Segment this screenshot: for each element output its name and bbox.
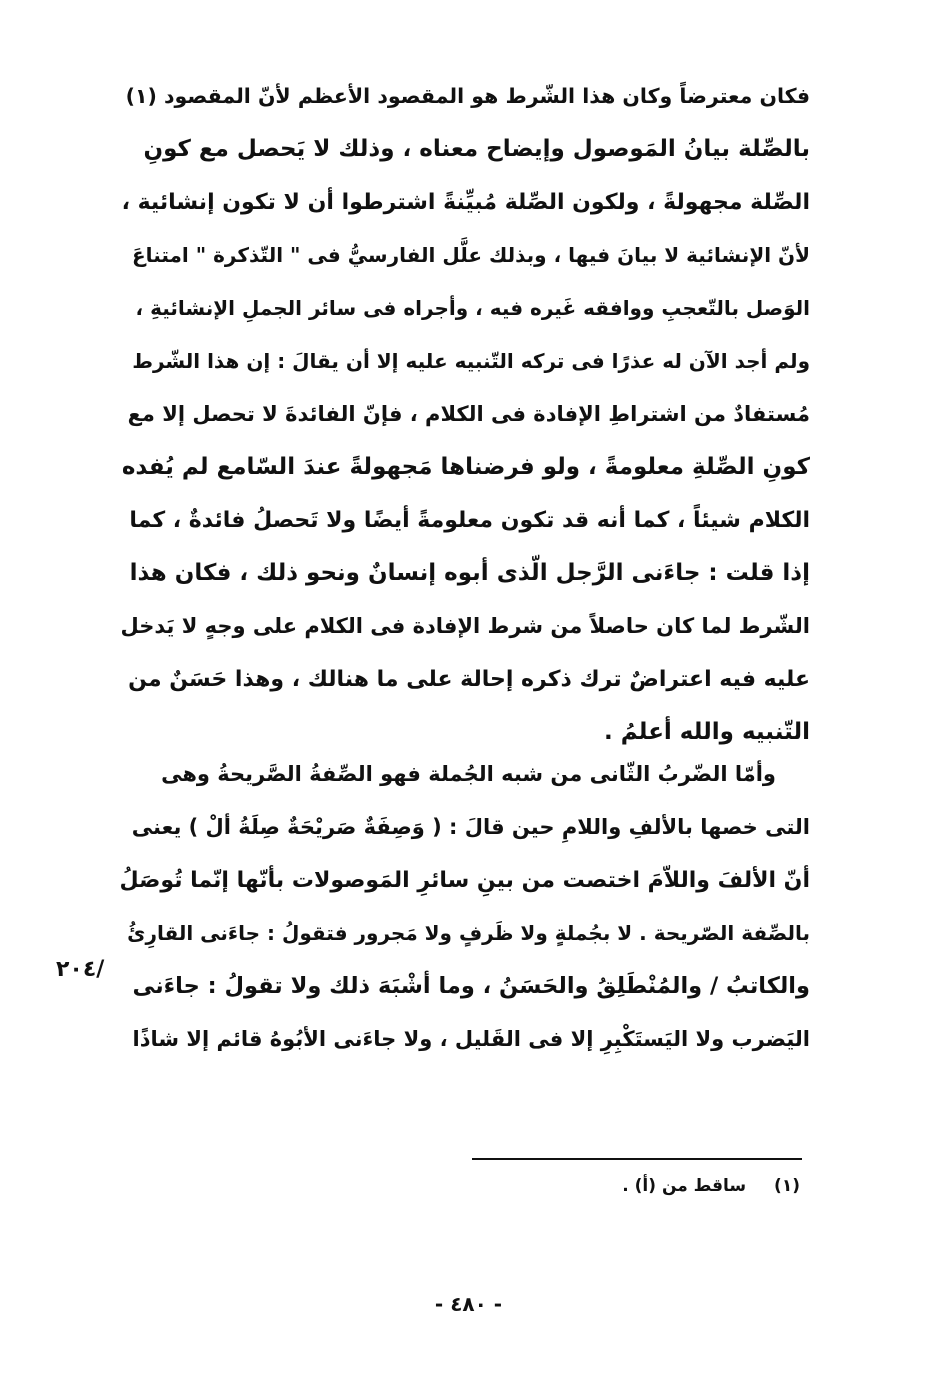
marginal-folio-note: ٢٠٤/ (56, 957, 105, 982)
footnote-separator (472, 1158, 802, 1160)
page-number: - ٤٨٠ - (434, 1292, 503, 1316)
paragraph-line: إذا قلت : جاءَنى الرَّجل الّذى أبوه إنسانٌ ونحو ذلك ، فكان هذا (129, 560, 810, 586)
footnote-text: ساقط من (أ) . (622, 1176, 747, 1196)
paragraph-line: بالصِّلة بيانُ المَوصول وإيضاح معناه ، وذلك لا يَحصل مع كونِ (143, 136, 810, 162)
paragraph-line: مُستفادٌ من اشتراطِ الإفادة فى الكلام ، فإنّ الفائدةَ لا تحصل إلا مع (127, 402, 810, 426)
paragraph-line: عليه فيه اعتراضٌ ترك ذكره إحالة على ما هنالك ، وهذا حَسَنٌ من (128, 667, 810, 692)
paragraph-line: الشّرط لما كان حاصلاً من شرط الإفادة فى الكلام على وجهٍ لا يَدخل (120, 614, 810, 638)
paragraph-line: بالصِّفة الصّريحة . لا بجُملةٍ ولا ظَرفٍ ولا مَجرور فتقولُ : جاءَنى القارِئُ (127, 921, 810, 945)
paragraph-line: التّنبيه والله أعلمُ . (604, 719, 810, 745)
paragraph-line: فكان معترضاً وكان هذا الشّرط هو المقصود الأعظم لأنّ المقصود (١) (125, 84, 810, 108)
paragraph-line: الوَصل بالتّعجبِ ووافقه غَيره فيه ، وأجراه فى سائر الجملِ الإنشائيةِ ، (135, 296, 810, 320)
paragraph-line: لأنّ الإنشائية لا بيانَ فيها ، وبذلك علَّل الفارسيُّ فى " التّذكرة " امتناعَ (132, 243, 810, 267)
paragraph-line: اليَضرب ولا اليَستَكْبِرِ إلا فى القَليل ، ولا جاءَنى الأبُوهُ قائم إلا شاذًا (132, 1027, 810, 1051)
footnote (622, 1176, 800, 1196)
paragraph-line: ولم أجد الآن له عذرًا فى تركه التّنبيه عليه إلا أن يقالَ : إن هذا الشّرط (132, 349, 810, 373)
paragraph-line: وأمّا الضّربُ الثّانى من شبه الجُملة فهو الصِّفةُ الصَّريحةُ وهى (161, 762, 776, 786)
paragraph-line: التى خصها بالألفِ واللامِ حين قالَ : ( وَصِفَةٌ صَريْحَةٌ صِلَةُ ألْ ) يعنى (131, 815, 810, 839)
main-paragraph-1 (120, 70, 810, 759)
paragraph-line: الصِّلة مجهولةً ، ولكون الصِّلة مُبيِّنةً اشترطوا أن لا تكون إنشائية ، (121, 190, 810, 215)
main-paragraph-2 (120, 748, 810, 1066)
footnote-number: (١) (774, 1176, 800, 1196)
paragraph-line: والكاتبُ / والمُنْطَلِقُ والحَسَنُ ، وما أشْبَهَ ذلك ولا تقولُ : جاءَنى (132, 973, 810, 999)
paragraph-line: أنّ الألفَ واللاّمَ اختصت من بينِ سائرِ المَوصولات بأنّها إنّما تُوصَلُ (119, 868, 810, 893)
paragraph-line: كونِ الصِّلةِ معلومةً ، ولو فرضناها مَجهولةً عندَ السّامع لم يُفده (121, 454, 810, 480)
paragraph-line: الكلام شيئاً ، كما أنه قد تكون معلومةً أيضًا ولا تَحصلُ فائدةٌ ، كما (129, 508, 810, 533)
